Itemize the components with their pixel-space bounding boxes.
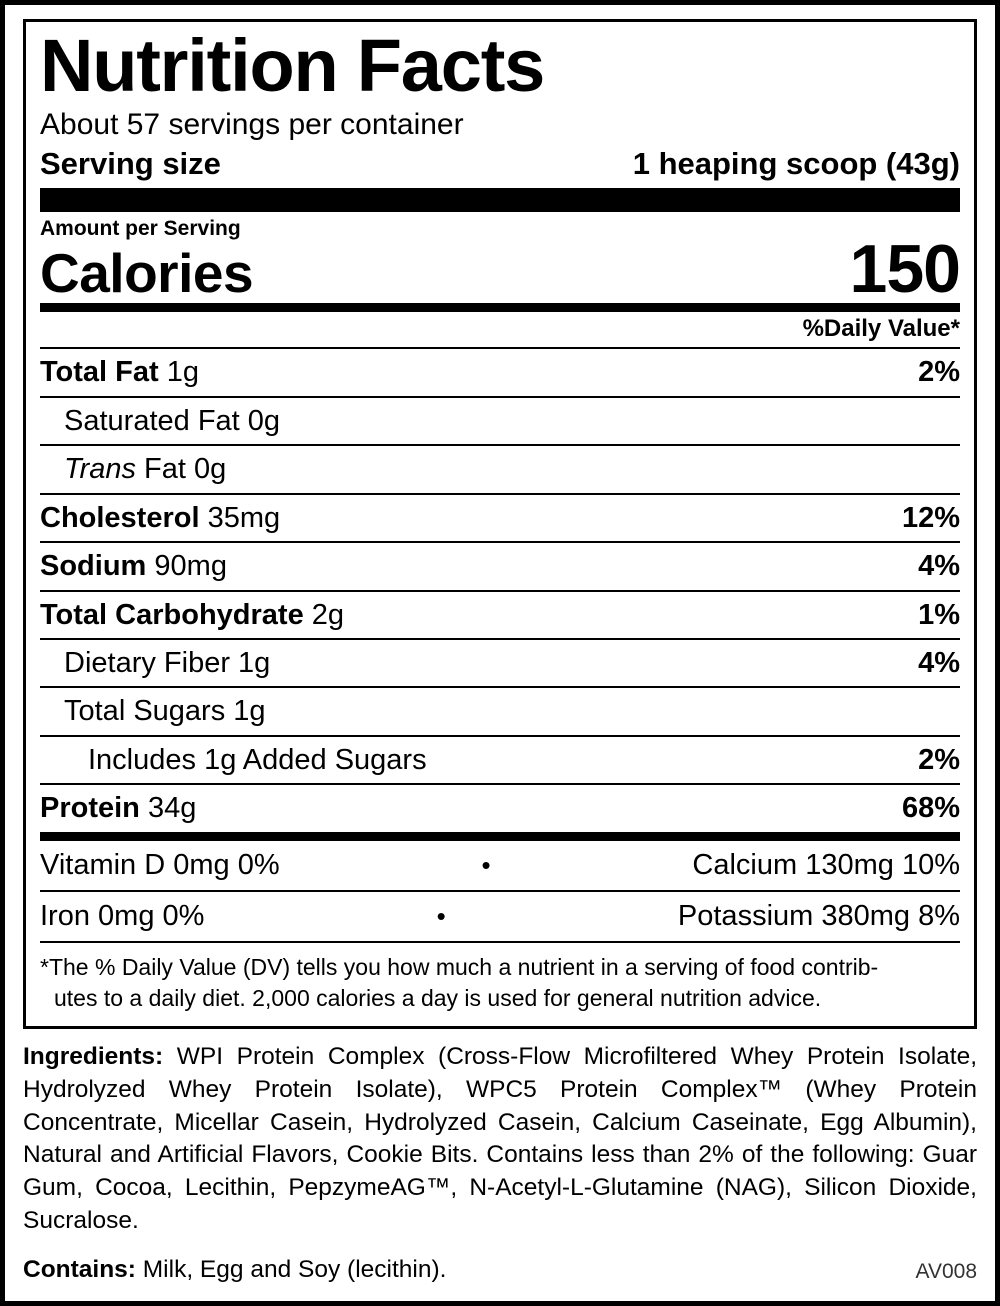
table-row	[40, 349, 960, 395]
table-row	[40, 398, 960, 444]
nutrient-name	[40, 599, 344, 631]
nutrient-name: Dietary Fiber 1g	[64, 646, 271, 679]
nutrient-name	[40, 792, 196, 824]
amount-per-serving-label: Amount per Serving	[40, 217, 241, 241]
vitamins-block	[40, 841, 960, 941]
nutrient-amount: 34g	[147, 792, 197, 825]
nutrition-facts-panel	[23, 19, 977, 1029]
nutrient-dv: 4%	[918, 646, 960, 679]
serving-size-label: Serving size	[40, 146, 221, 182]
footnote-line-1: *The % Daily Value (DV) tells you how much a nutrient in a serving of food contrib-	[40, 953, 879, 980]
nutrient-name: Saturated Fat 0g	[64, 404, 281, 437]
table-row	[40, 543, 960, 589]
servings-per-container: About 57 servings per container	[40, 107, 464, 141]
contains-row	[23, 1256, 977, 1284]
nutrient-name	[40, 356, 199, 388]
vitamin-right: Potassium 380mg 8%	[677, 899, 960, 932]
nutrient-rows	[40, 347, 960, 832]
nutrient-dv: 68%	[901, 792, 960, 825]
nutrient-name	[64, 453, 226, 485]
calories-row	[40, 231, 960, 308]
panel-title: Nutrition Facts	[40, 24, 545, 107]
bullet-icon: •	[436, 900, 446, 931]
nutrient-amount: Fat 0g	[144, 453, 227, 486]
medium-divider-1	[40, 303, 960, 312]
table-row	[40, 592, 960, 638]
nutrient-name	[40, 502, 280, 534]
calories-value: 150	[849, 231, 960, 308]
serving-size-row	[40, 146, 960, 182]
table-row	[40, 785, 960, 831]
nutrient-amount: 2g	[311, 598, 345, 631]
table-row	[40, 892, 960, 941]
vitamin-left: Iron 0mg 0%	[40, 899, 205, 932]
contains-text: Milk, Egg and Soy (lecithin).	[135, 1255, 447, 1283]
nutrient-amount: 90mg	[154, 550, 227, 583]
thick-divider-1	[40, 188, 960, 212]
nutrient-name-bold: Total Carbohydrate	[40, 598, 304, 631]
nutrient-name-bold: Protein	[40, 792, 140, 825]
table-row	[40, 495, 960, 541]
nutrient-dv: 1%	[918, 598, 960, 631]
medium-divider-2	[40, 832, 960, 841]
table-row	[40, 688, 960, 734]
contains-heading: Contains:	[23, 1255, 136, 1283]
calories-label: Calories	[40, 242, 254, 305]
ingredients-heading: Ingredients:	[23, 1042, 164, 1070]
contains-statement	[23, 1256, 446, 1284]
nutrient-dv: 4%	[918, 550, 960, 583]
nutrient-name-bold: Sodium	[40, 550, 147, 583]
label-code: AV008	[915, 1259, 977, 1283]
nutrient-amount: 35mg	[207, 501, 281, 534]
nutrient-name: Total Sugars 1g	[64, 695, 266, 728]
vitamin-right: Calcium 130mg 10%	[692, 848, 960, 881]
nutrient-dv: 2%	[918, 743, 960, 776]
serving-size-value: 1 heaping scoop (43g)	[632, 146, 960, 182]
ingredients-text: WPI Protein Complex (Cross-Flow Microfiltered Whey Protein Isolate, Hydrolyzed Whey Protein Isolate), WPC5 Protein Complex™ (Whey Protein Concentrate, Micellar Casein, Hydrolyzed Casein, Calcium Caseinate, Egg Albumin), Natural and Artificial Flavors, Cookie Bits. Contains less than 2% of the following: Guar Gum, Cocoa, Lecithin, PepzymeAG™, N-Acetyl-L-Glutamine (NAG), Silicon Dioxide, Sucralose.	[23, 1042, 977, 1235]
footnote-line-2: utes to a daily diet. 2,000 calories a day is used for general nutrition advice.	[54, 984, 822, 1011]
nutrient-amount: 1g	[166, 356, 200, 389]
bullet-icon: •	[481, 849, 491, 880]
daily-value-footnote	[40, 943, 960, 1018]
nutrient-dv: 12%	[901, 501, 960, 534]
nutrient-name: Includes 1g Added Sugars	[88, 743, 427, 776]
daily-value-header: %Daily Value*	[802, 315, 960, 343]
vitamin-left: Vitamin D 0mg 0%	[40, 848, 280, 881]
table-row	[40, 640, 960, 686]
ingredients-paragraph	[23, 1041, 977, 1238]
trans-italic: Trans	[64, 453, 136, 486]
nutrient-name-bold: Total Fat	[40, 356, 159, 389]
table-row	[40, 737, 960, 783]
nutrient-dv: 2%	[918, 356, 960, 389]
table-row	[40, 446, 960, 492]
nutrient-name-bold: Cholesterol	[40, 501, 200, 534]
nutrient-name	[40, 550, 227, 582]
table-row	[40, 841, 960, 890]
